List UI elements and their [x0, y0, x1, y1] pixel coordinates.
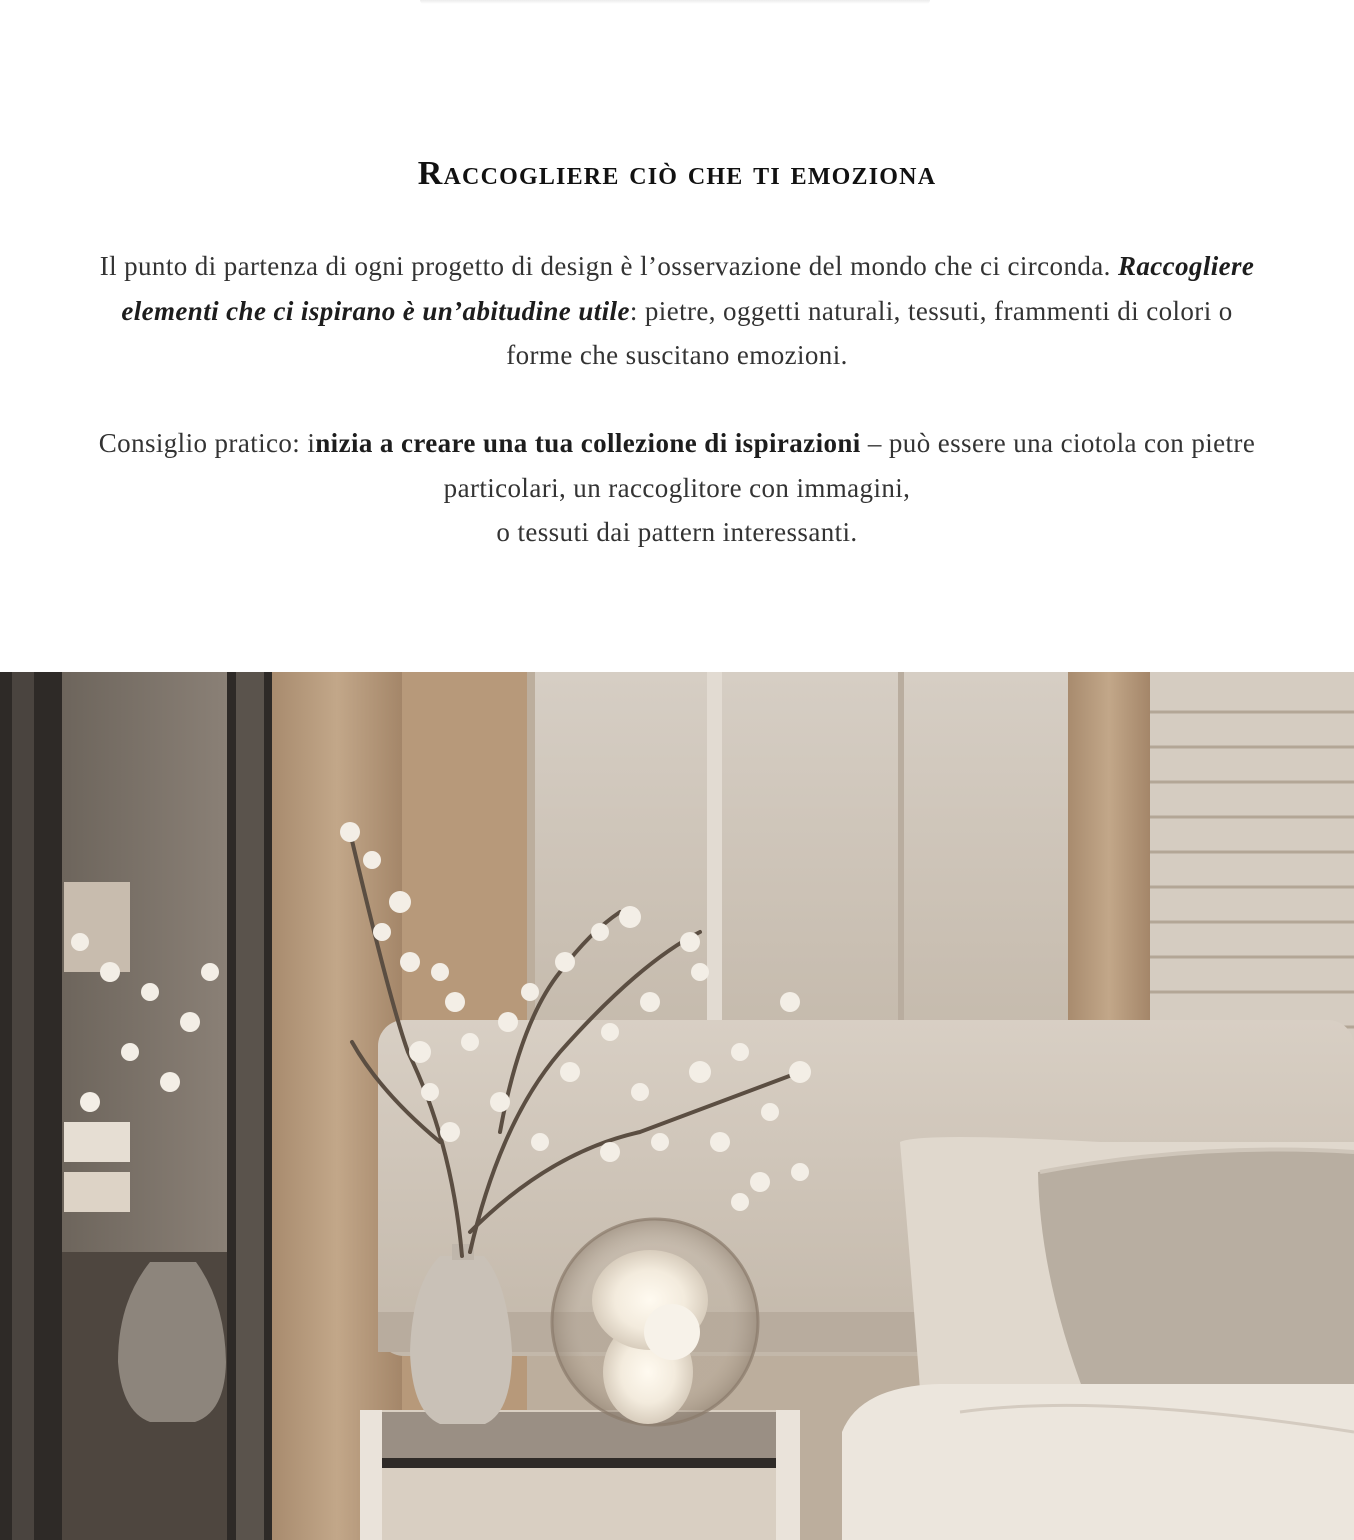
tip-text-middle: – può essere una ciotola con pietre particolari, un raccoglitore con immagini, — [443, 428, 1256, 503]
intro-text-end: : pietre, oggetti naturali, tessuti, frammenti di colori o forme che suscitano emozioni. — [506, 295, 1233, 370]
section-heading: Raccogliere ciò che ti emoziona — [417, 155, 937, 192]
tip-text-start: Consiglio pratico: i — [98, 428, 316, 458]
intro-emphasis: Raccogliere elementi che ci ispirano è un’abitudine utile — [121, 251, 1255, 326]
tip-paragraph — [90, 421, 1264, 555]
hero-image — [0, 672, 1354, 1540]
text-section — [0, 0, 1354, 672]
tip-text-last: o tessuti dai pattern interessanti. — [496, 517, 858, 547]
intro-paragraph — [90, 244, 1264, 378]
intro-text-start: Il punto di partenza di ogni progetto di design è l’osservazione del mondo che ci circonda. — [99, 251, 1118, 281]
tip-bold: nizia a creare una tua collezione di ispirazioni — [315, 428, 861, 458]
